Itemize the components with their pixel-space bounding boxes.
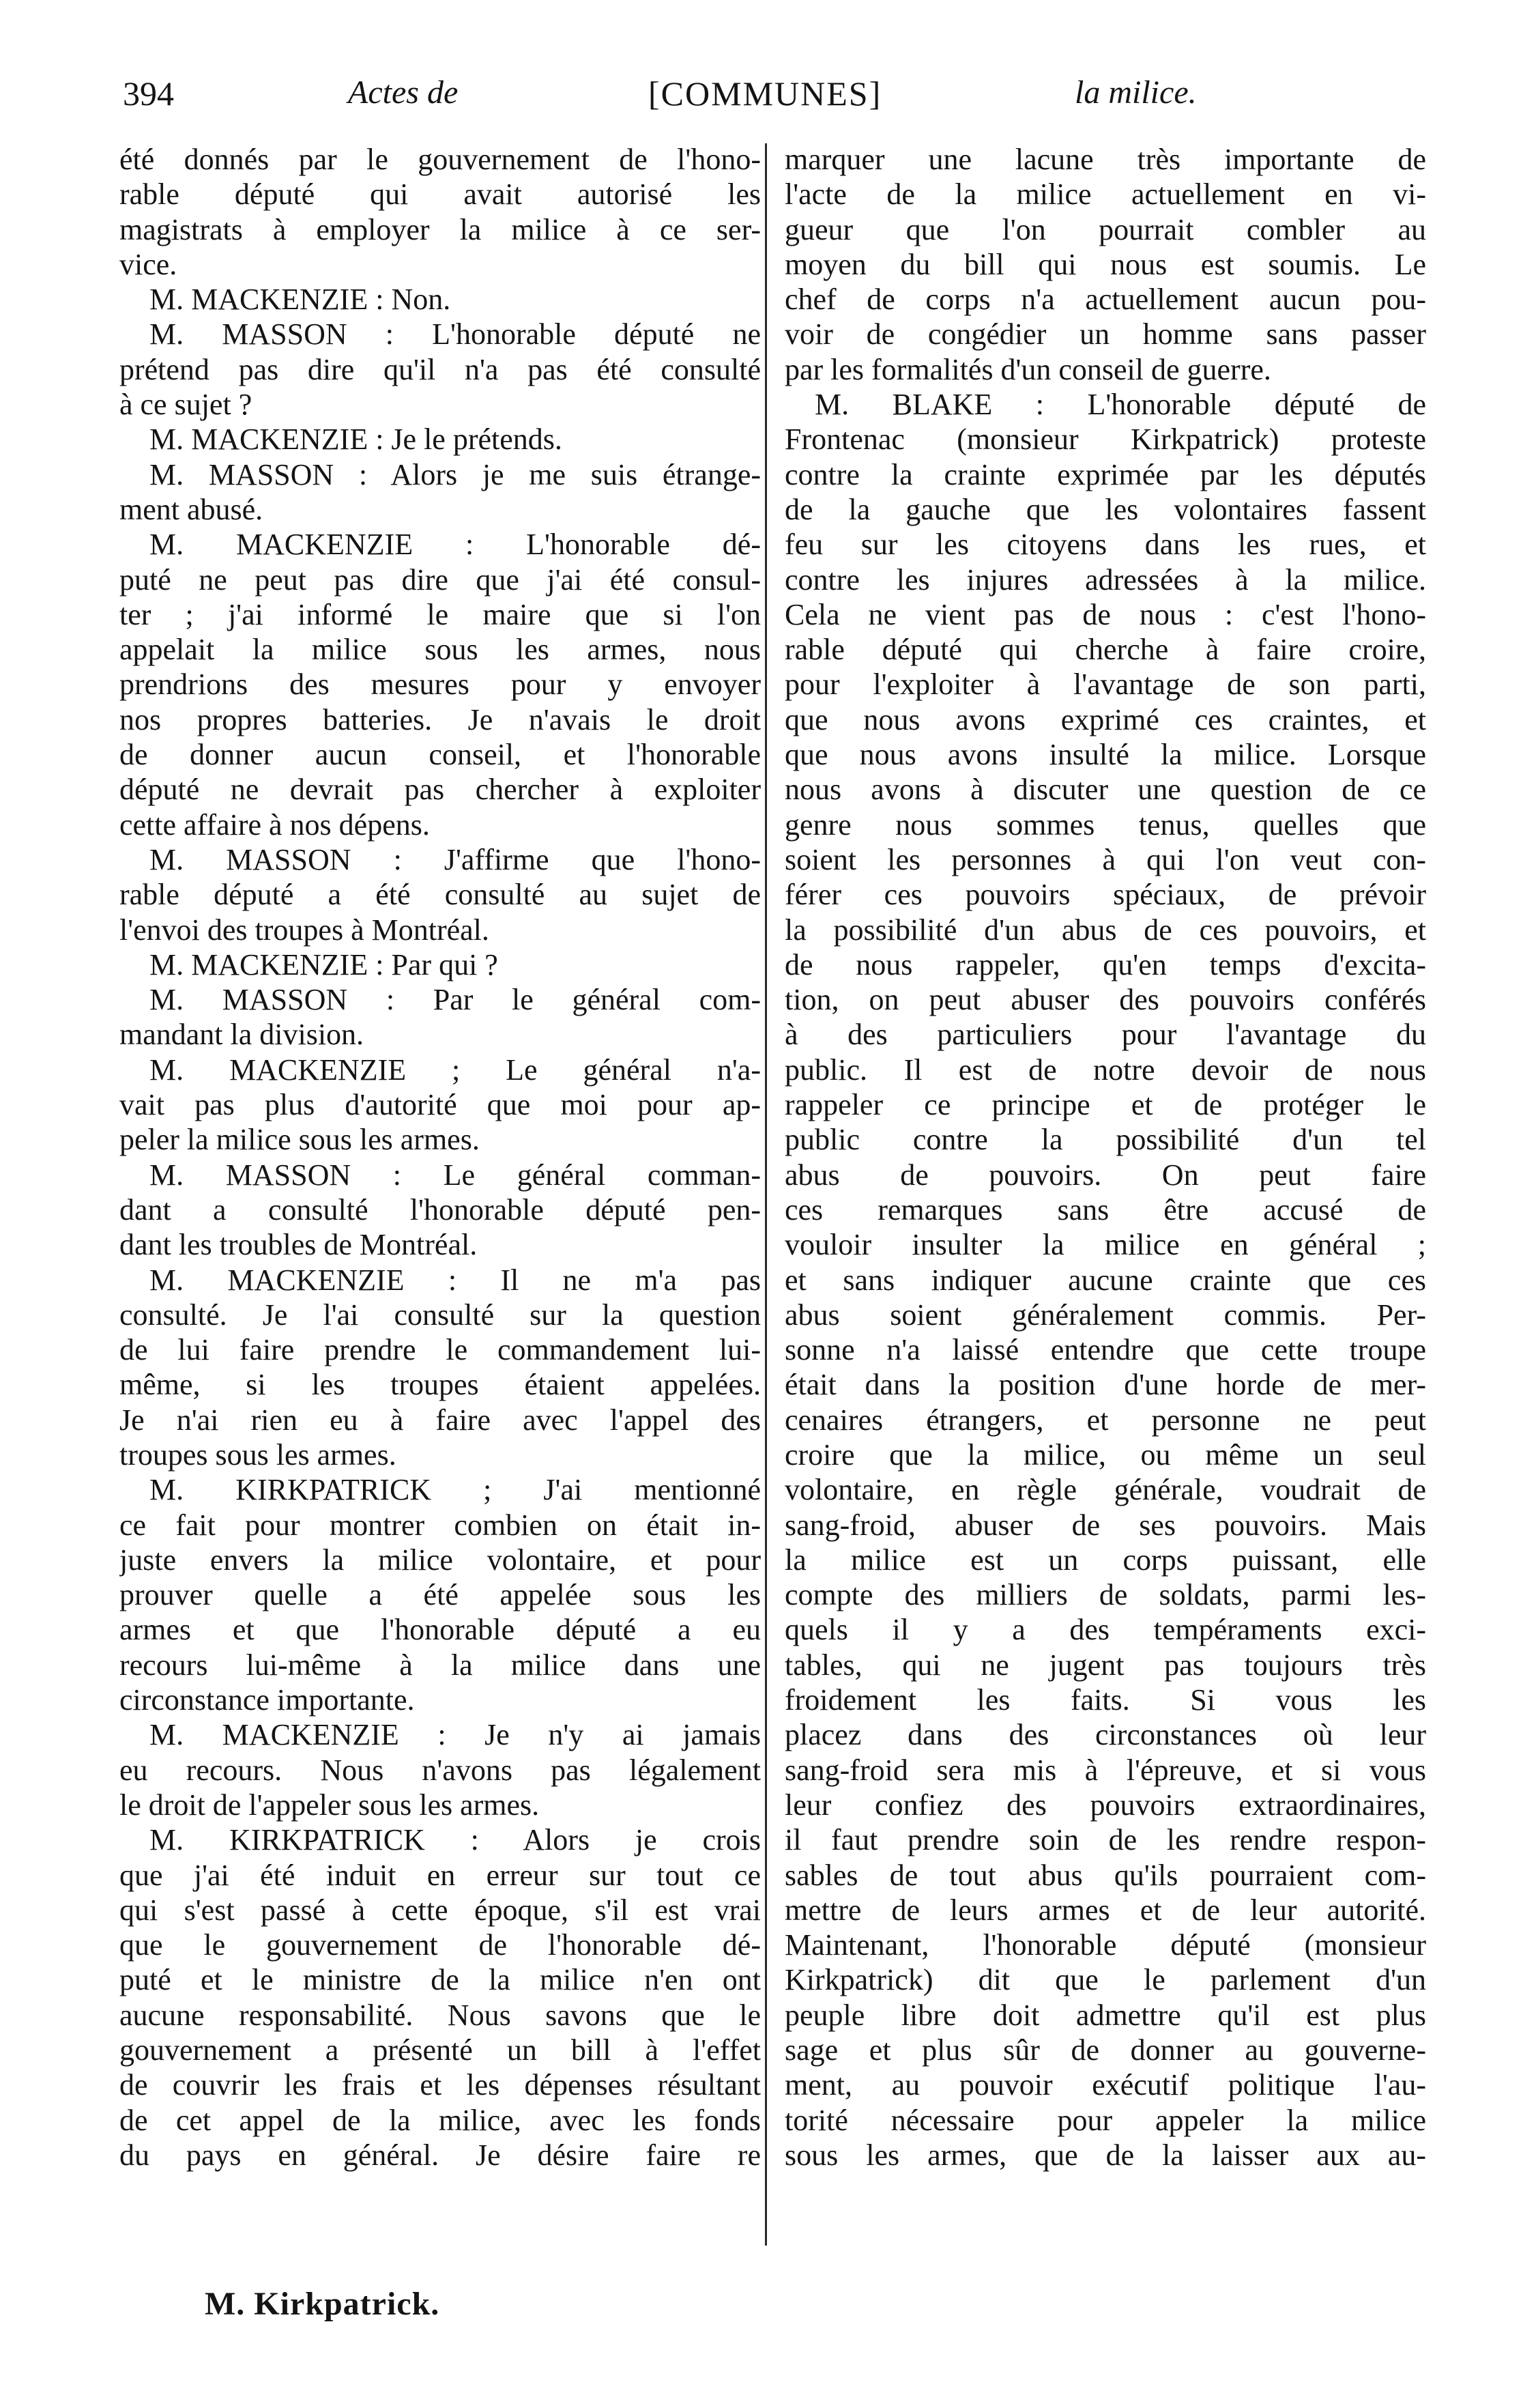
text-line: même, si les troupes étaient appelées. xyxy=(119,1368,761,1402)
text-line: consulté. Je l'ai consulté sur la question xyxy=(119,1298,761,1332)
text-line: ces remarques sans être accusé de xyxy=(785,1192,1426,1227)
text-line: gouvernement a présenté un bill à l'effet xyxy=(119,2033,761,2067)
text-line: M. MASSON : Par le général com- xyxy=(149,983,761,1017)
text-line: M. KIRKPATRICK ; J'ai mentionné xyxy=(149,1473,761,1507)
text-line: que nous avons insulté la milice. Lorsque xyxy=(785,738,1426,772)
text-line: tion, on peut abuser des pouvoirs conférés xyxy=(785,983,1426,1017)
text-line: de la gauche que les volontaires fassent xyxy=(785,492,1426,526)
text-line: été donnés par le gouvernement de l'hono- xyxy=(119,143,761,176)
text-line: M. MACKENZIE : Par qui ? xyxy=(149,947,498,981)
text-line: de lui faire prendre le commandement lui- xyxy=(119,1333,761,1367)
text-line: contre les injures adressées à la milice. xyxy=(785,562,1426,597)
text-line: de couvrir les frais et les dépenses résultant xyxy=(119,2068,761,2102)
text-line: abus de pouvoirs. On peut faire xyxy=(785,1158,1426,1192)
column-divider xyxy=(765,143,767,2246)
text-line: l'acte de la milice actuellement en vi- xyxy=(785,177,1426,212)
text-line: voir de congédier un homme sans passer xyxy=(785,317,1426,352)
text-line: Je n'ai rien eu à faire avec l'appel des xyxy=(119,1403,761,1437)
text-line: peuple libre doit admettre qu'il est plus xyxy=(785,1998,1426,2032)
text-line: M. MACKENZIE : Je n'y ai jamais xyxy=(149,1718,761,1752)
text-line: chef de corps n'a actuellement aucun pou- xyxy=(785,283,1426,317)
text-line: gueur que l'on pourrait combler au xyxy=(785,212,1426,246)
text-line: contre la crainte exprimée par les députés xyxy=(785,457,1426,491)
text-line: ter ; j'ai informé le maire que si l'on xyxy=(119,597,761,631)
text-line: rable député a été consulté au sujet de xyxy=(119,878,761,912)
footer-speaker-name: M. Kirkpatrick. xyxy=(205,2286,440,2322)
text-line: peler la milice sous les armes. xyxy=(119,1123,480,1157)
text-line: du pays en général. Je désire faire re xyxy=(119,2138,761,2172)
text-line: M. MACKENZIE ; Le général n'a- xyxy=(149,1052,761,1087)
text-line: ment abusé. xyxy=(119,492,263,526)
text-line: nos propres batteries. Je n'avais le droit xyxy=(119,702,761,736)
text-line: circonstance importante. xyxy=(119,1683,415,1717)
text-line: cette affaire à nos dépens. xyxy=(119,807,430,842)
text-line: la milice est un corps puissant, elle xyxy=(785,1543,1426,1577)
text-line: la possibilité d'un abus de ces pouvoirs, et xyxy=(785,913,1426,947)
text-line: vait pas plus d'autorité que moi pour ap- xyxy=(119,1088,761,1122)
text-line: vice. xyxy=(119,247,177,281)
text-line: volontaire, en règle générale, voudrait de xyxy=(785,1473,1426,1507)
text-line: sonne n'a laissé entendre que cette troupe xyxy=(785,1333,1426,1367)
text-line: magistrats à employer la milice à ce ser- xyxy=(119,212,761,246)
text-line: public. Il est de notre devoir de nous xyxy=(785,1052,1426,1087)
text-line: dant a consulté l'honorable député pen- xyxy=(119,1192,761,1227)
text-line: ment, au pouvoir exécutif politique l'au- xyxy=(785,2068,1426,2102)
text-line: de cet appel de la milice, avec les fonds xyxy=(119,2103,761,2137)
text-line: M. MACKENZIE : Il ne m'a pas xyxy=(149,1263,761,1297)
header-left-title: Actes de xyxy=(348,74,459,111)
text-line: M. BLAKE : L'honorable député de xyxy=(815,388,1426,422)
text-line: Kirkpatrick) dit que le parlement d'un xyxy=(785,1963,1426,1997)
text-line: armes et que l'honorable député a eu xyxy=(119,1613,761,1647)
header-center-title: [COMMUNES] xyxy=(648,74,882,113)
text-line: député ne devrait pas chercher à exploiter xyxy=(119,773,761,807)
text-line: abus soient généralement commis. Per- xyxy=(785,1298,1426,1332)
text-line: M. KIRKPATRICK : Alors je crois xyxy=(149,1823,761,1857)
text-line: Maintenant, l'honorable député (monsieur xyxy=(785,1928,1426,1962)
text-line: M. MASSON : J'affirme que l'hono- xyxy=(149,842,761,876)
text-line: Frontenac (monsieur Kirkpatrick) proteste xyxy=(785,422,1426,457)
text-line: par les formalités d'un conseil de guerre. xyxy=(785,352,1271,386)
text-line: sables de tout abus qu'ils pourraient com- xyxy=(785,1858,1426,1892)
text-line: dant les troubles de Montréal. xyxy=(119,1228,478,1262)
text-line: juste envers la milice volontaire, et pour xyxy=(119,1543,761,1577)
text-line: eu recours. Nous n'avons pas légalement xyxy=(119,1753,761,1787)
text-line: feu sur les citoyens dans les rues, et xyxy=(785,528,1426,562)
text-line: public contre la possibilité d'un tel xyxy=(785,1123,1426,1157)
text-line: prétend pas dire qu'il n'a pas été consulté xyxy=(119,352,761,386)
text-line: appelait la milice sous les armes, nous xyxy=(119,633,761,667)
text-line: rable député qui avait autorisé les xyxy=(119,177,761,212)
text-line: leur confiez des pouvoirs extraordinaires, xyxy=(785,1788,1426,1822)
text-line: placez dans des circonstances où leur xyxy=(785,1718,1426,1752)
text-line: ce fait pour montrer combien on était in- xyxy=(119,1508,761,1542)
text-line: croire que la milice, ou même un seul xyxy=(785,1437,1426,1472)
text-line: il faut prendre soin de les rendre respon- xyxy=(785,1823,1426,1857)
text-line: M. MASSON : Alors je me suis étrange- xyxy=(149,457,761,491)
text-line: M. MACKENZIE : Non. xyxy=(149,283,451,317)
text-line: M. MACKENZIE : L'honorable dé- xyxy=(149,528,761,562)
text-line: froidement les faits. Si vous les xyxy=(785,1683,1426,1717)
text-line: de donner aucun conseil, et l'honorable xyxy=(119,738,761,772)
text-line: puté ne peut pas dire que j'ai été consul- xyxy=(119,562,761,597)
text-line: de nous rappeler, qu'en temps d'excita- xyxy=(785,947,1426,981)
text-line: sage et plus sûr de donner au gouverne- xyxy=(785,2033,1426,2067)
text-line: vouloir insulter la milice en général ; xyxy=(785,1228,1426,1262)
text-line: qui s'est passé à cette époque, s'il est vrai xyxy=(119,1893,761,1927)
text-line: à des particuliers pour l'avantage du xyxy=(785,1018,1426,1052)
right-text-column xyxy=(785,142,1426,2231)
text-line: M. MASSON : L'honorable député ne xyxy=(149,317,761,352)
text-line: marquer une lacune très importante de xyxy=(785,143,1426,176)
text-line: compte des milliers de soldats, parmi les- xyxy=(785,1578,1426,1612)
text-line: prouver quelle a été appelée sous les xyxy=(119,1578,761,1612)
text-line: M. MASSON : Le général comman- xyxy=(149,1158,761,1192)
page-number: 394 xyxy=(123,74,174,113)
text-line: rappeler ce principe et de protéger le xyxy=(785,1088,1426,1122)
text-line: recours lui-même à la milice dans une xyxy=(119,1648,761,1682)
text-line: aucune responsabilité. Nous savons que le xyxy=(119,1998,761,2032)
text-line: mettre de leurs armes et de leur autorité. xyxy=(785,1893,1426,1927)
text-line: pour l'exploiter à l'avantage de son parti, xyxy=(785,668,1426,702)
text-line: tables, qui ne jugent pas toujours très xyxy=(785,1648,1426,1682)
text-line: rable député qui cherche à faire croire, xyxy=(785,633,1426,667)
text-line: M. MACKENZIE : Je le prétends. xyxy=(149,422,562,457)
text-line: cenaires étrangers, et personne ne peut xyxy=(785,1403,1426,1437)
text-line: torité nécessaire pour appeler la milice xyxy=(785,2103,1426,2137)
text-line: sang-froid sera mis à l'épreuve, et si vous xyxy=(785,1753,1426,1787)
header-right-title: la milice. xyxy=(1075,74,1197,111)
text-line: était dans la position d'une horde de mer- xyxy=(785,1368,1426,1402)
text-line: férer ces pouvoirs spéciaux, de prévoir xyxy=(785,878,1426,912)
text-line: l'envoi des troupes à Montréal. xyxy=(119,913,489,947)
text-line: que nous avons exprimé ces craintes, et xyxy=(785,702,1426,736)
text-line: puté et le ministre de la milice n'en ont xyxy=(119,1963,761,1997)
page-header xyxy=(123,74,1433,128)
text-line: Cela ne vient pas de nous : c'est l'hono- xyxy=(785,597,1426,631)
text-line: troupes sous les armes. xyxy=(119,1437,396,1472)
text-line: et sans indiquer aucune crainte que ces xyxy=(785,1263,1426,1297)
text-line: sous les armes, que de la laisser aux au- xyxy=(785,2138,1426,2172)
text-line: nous avons à discuter une question de ce xyxy=(785,773,1426,807)
text-line: sang-froid, abuser de ses pouvoirs. Mais xyxy=(785,1508,1426,1542)
text-line: soient les personnes à qui l'on veut con- xyxy=(785,842,1426,876)
text-line: prendrions des mesures pour y envoyer xyxy=(119,668,761,702)
text-line: mandant la division. xyxy=(119,1018,364,1052)
text-line: à ce sujet ? xyxy=(119,388,252,422)
text-line: que j'ai été induit en erreur sur tout ce xyxy=(119,1858,761,1892)
text-line: quels il y a des tempéraments exci- xyxy=(785,1613,1426,1647)
text-line: genre nous sommes tenus, quelles que xyxy=(785,807,1426,842)
text-line: que le gouvernement de l'honorable dé- xyxy=(119,1928,761,1962)
text-line: moyen du bill qui nous est soumis. Le xyxy=(785,247,1426,281)
text-line: le droit de l'appeler sous les armes. xyxy=(119,1788,540,1822)
left-text-column xyxy=(119,142,761,2231)
